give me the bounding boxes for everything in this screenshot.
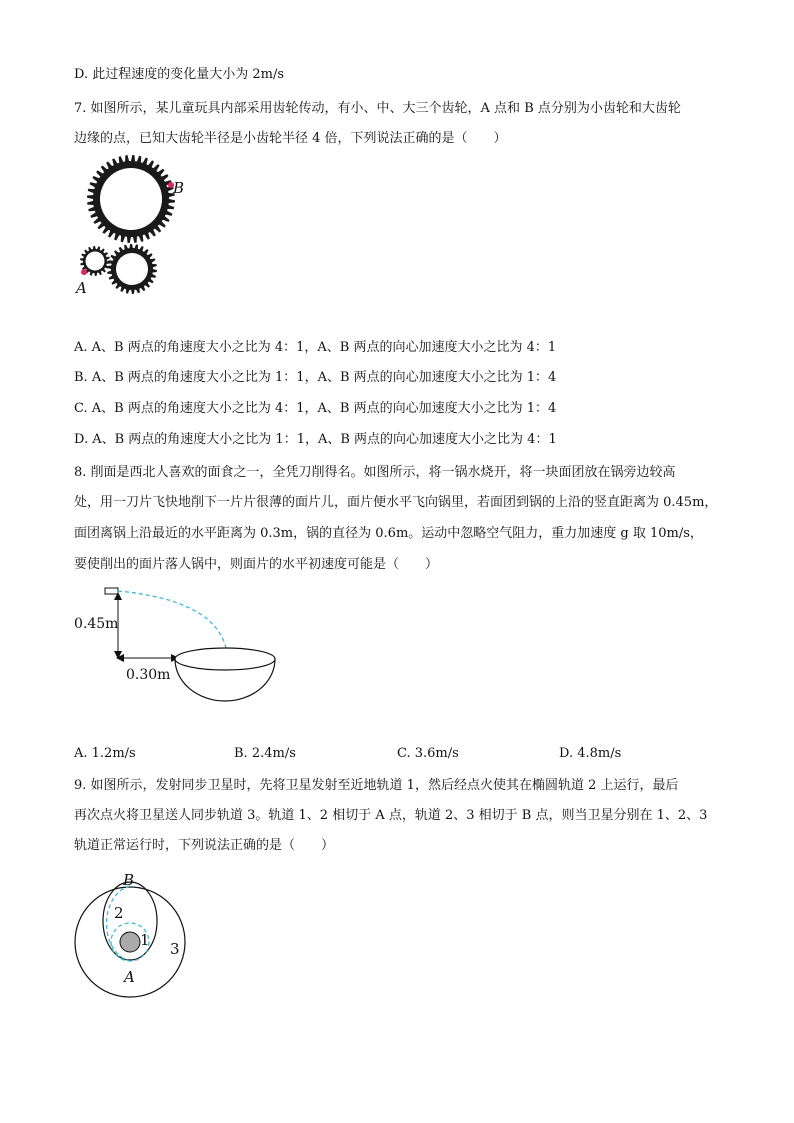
q7-stem-line-1: 7. 如图所示，某儿童玩具内部采用齿轮传动，有小、中、大三个齿轮，A 点和 B 点分别为小齿轮和大齿轮 (74, 101, 681, 116)
q7-option-d: D. A、B 两点的角速度大小之比为 1：1，A、B 两点的向心加速度大小之比为 4：1 (74, 432, 557, 447)
q7-option-c: C. A、B 两点的角速度大小之比为 4：1，A、B 两点的向心加速度大小之比为 1：4 (74, 401, 557, 416)
q7-stem-line-2: 边缘的点，已知大齿轮半径是小齿轮半径 4 倍，下列说法正确的是（ ） (74, 131, 507, 146)
q8-stem-line-1: 8. 削面是西北人喜欢的面食之一，全凭刀削得名。如图所示，将一锅水烧开，将一块面团放在锅旁边较高 (74, 465, 676, 480)
orbit-label-b: B (123, 871, 135, 889)
orbit-label-1: 1 (140, 931, 150, 949)
q6-option-d: D. 此过程速度的变化量大小为 2m/s (74, 67, 285, 82)
q8-stem-line-2: 处，用一刀片飞快地削下一片片很薄的面片儿，面片便水平飞向锅里，若面团到锅的上沿的竖直距离为 0.45m， (74, 495, 718, 510)
trajectory-dashed (118, 591, 226, 648)
noodle-figure (74, 585, 284, 700)
q8-option-a: A. 1.2m/s (74, 746, 136, 761)
gear-label-b: B (173, 179, 185, 197)
small-gear-hole (86, 252, 105, 271)
planet (120, 932, 140, 952)
orbit-figure (74, 868, 194, 993)
label-horizontal: 0.30m (126, 667, 171, 683)
dough-block (105, 588, 118, 594)
q8-stem-line-3: 面团离锅上沿最近的水平距离为 0.3m，锅的直径为 0.6m。运动中忽略空气阻力，重力加速度 g 取 10m/s， (74, 526, 703, 541)
orbit-label-3: 3 (170, 940, 180, 958)
gear-label-a: A (76, 279, 87, 297)
q9-stem-line-2: 再次点火将卫星送人同步轨道 3。轨道 1、2 相切于 A 点，轨道 2、3 相切于 B 点，则当卫星分别在 1、2、3 (74, 808, 708, 823)
q9-stem-line-1: 9. 如图所示，发射同步卫星时，先将卫星发射至近地轨道 1，然后经点火使其在椭圆轨道 2 上运行，最后 (74, 778, 679, 793)
q8-stem-line-4: 要使削出的面片落人锅中，则面片的水平初速度可能是（ ） (74, 557, 439, 572)
q8-option-b: B. 2.4m/s (234, 746, 296, 761)
large-gear-hole (100, 168, 162, 230)
q7-option-b: B. A、B 两点的角速度大小之比为 1：1，A、B 两点的向心加速度大小之比为 1：4 (74, 370, 557, 385)
pot-rim (175, 648, 275, 670)
q9-stem-line-3: 轨道正常运行时，下列说法正确的是（ ） (74, 838, 335, 853)
medium-gear-hole (116, 253, 148, 285)
orbit-label-2: 2 (114, 904, 124, 922)
q8-option-d: D. 4.8m/s (559, 746, 622, 761)
q8-option-c: C. 3.6m/s (397, 746, 459, 761)
gear-figure (74, 156, 204, 296)
q7-option-a: A. A、B 两点的角速度大小之比为 4：1，A、B 两点的向心加速度大小之比为 4：1 (74, 340, 557, 355)
orbit-label-a: A (124, 968, 135, 986)
point-a-marker (81, 269, 87, 275)
label-vertical: 0.45m (74, 616, 119, 632)
